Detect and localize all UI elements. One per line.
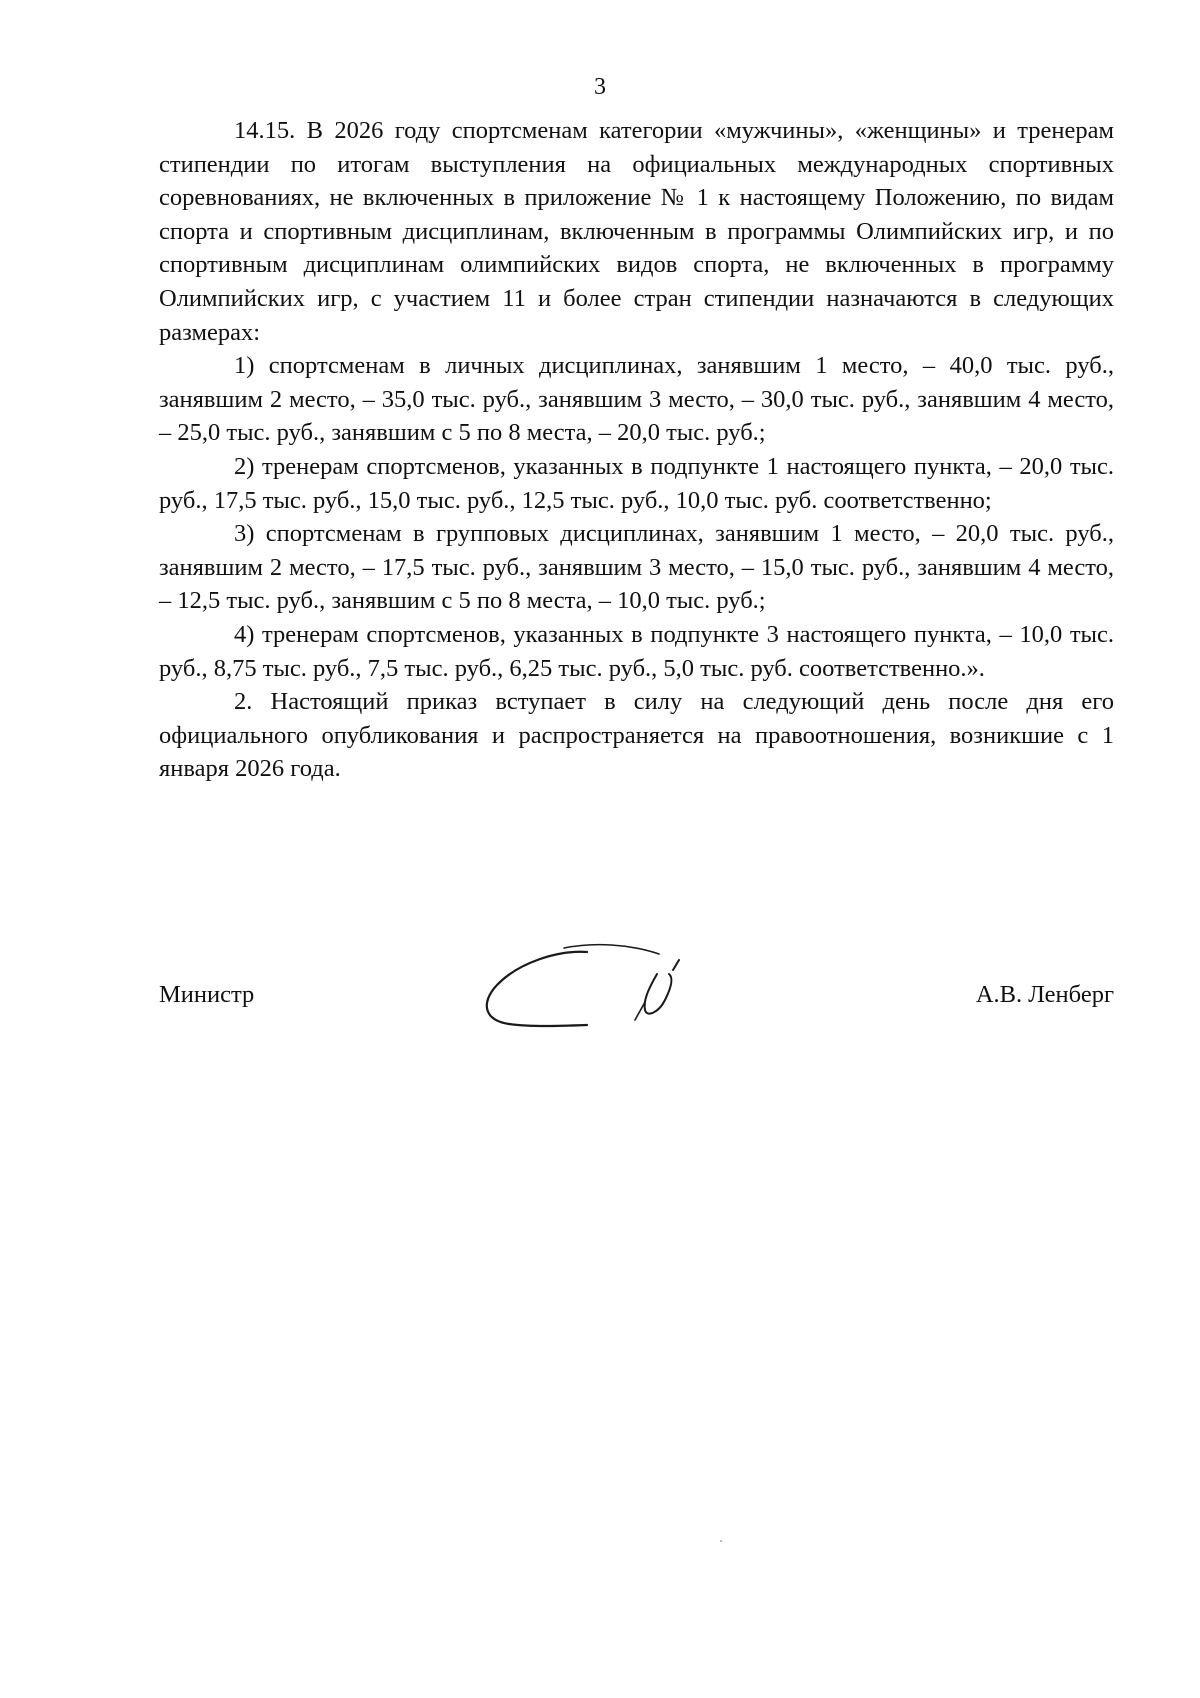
scan-artifact: [720, 1540, 722, 1542]
handwritten-signature: [469, 940, 729, 1035]
signatory-title: Министр: [159, 981, 255, 1008]
signature-block: [159, 940, 1114, 1030]
page-number: 3: [594, 74, 606, 100]
paragraph-14-15: 14.15. В 2026 году спортсменам категории «мужчины», «женщины» и тренерам стипендии по итогам выступления на официальных международных спортивных соревнованиях, не включенных в приложение № 1 к настоящему Положению, по видам спорта и спортивным дисциплинам, включенным в программы Олимпийских игр, и по спортивным дисциплинам олимпийских видов спорта, не включенных в программу Олимпийских игр, с участием 11 и более стран стипендии назначаются в следующих размерах:: [159, 117, 1114, 346]
document-body: [159, 114, 1114, 786]
subparagraph-4: 4) тренерам спортсменов, указанных в подпункте 3 настоящего пункта, – 10,0 тыс. руб., 8,75 тыс. руб., 7,5 тыс. руб., 6,25 тыс. руб., 5,0 тыс. руб. соответственно.».: [159, 620, 1114, 682]
subparagraph-1: 1) спортсменам в личных дисциплинах, занявшим 1 место, – 40,0 тыс. руб., занявшим 2 место, – 35,0 тыс. руб., занявшим 3 место, – 30,0 тыс. руб., занявшим 4 место, – 25,0 тыс. руб., занявшим с 5 по 8 места, – 20,0 тыс. руб.;: [159, 352, 1114, 447]
subparagraph-3: 3) спортсменам в групповых дисциплинах, занявшим 1 место, – 20,0 тыс. руб., занявшим 2 место, – 17,5 тыс. руб., занявшим 3 место, – 15,0 тыс. руб., занявшим 4 место, – 12,5 тыс. руб., занявшим с 5 по 8 места, – 10,0 тыс. руб.;: [159, 520, 1114, 615]
paragraph-2-effective-date: 2. Настоящий приказ вступает в силу на следующий день после дня его официального опубликования и распространяется на правоотношения, возникшие с 1 января 2026 года.: [159, 688, 1114, 783]
signatory-name: А.В. Ленберг: [975, 981, 1114, 1008]
subparagraph-2: 2) тренерам спортсменов, указанных в подпункте 1 настоящего пункта, – 20,0 тыс. руб., 17,5 тыс. руб., 15,0 тыс. руб., 12,5 тыс. руб., 10,0 тыс. руб. соответственно;: [159, 452, 1114, 514]
